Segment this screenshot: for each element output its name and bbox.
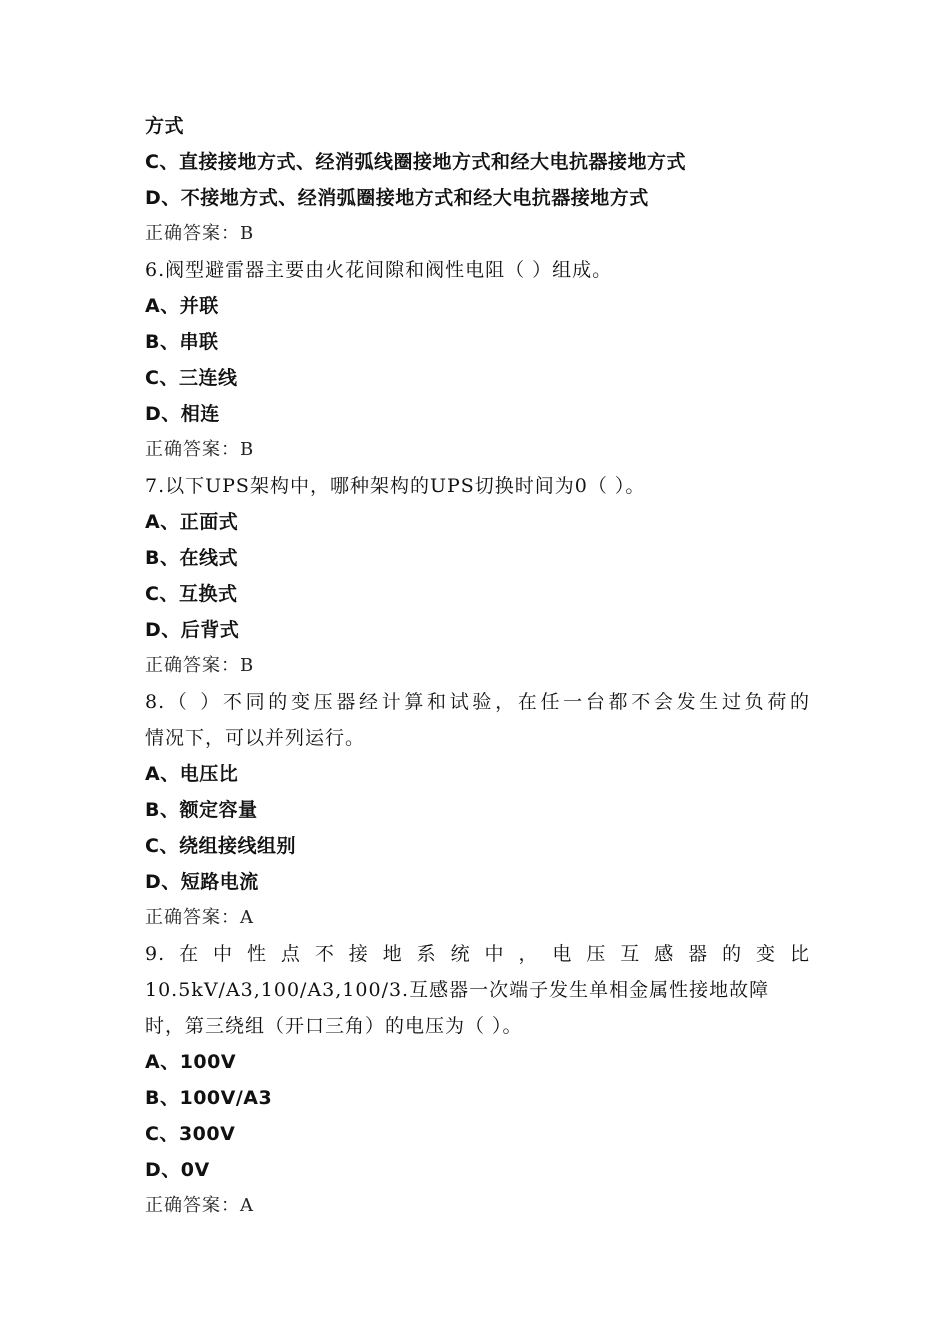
question-6-option-c: C、三连线 bbox=[145, 367, 238, 389]
question-5-continuation: 方式 bbox=[145, 115, 185, 137]
question-5-option-c: C、直接接地方式、经消弧线圈接地方式和经大电抗器接地方式 bbox=[145, 151, 686, 173]
question-5-answer: 正确答案：B bbox=[145, 223, 255, 244]
question-9-stem-line-3: 时，第三绕组（开口三角）的电压为（ ）。 bbox=[145, 1015, 523, 1037]
question-6-stem: 6.阀型避雷器主要由火花间隙和阀性电阻（ ）组成。 bbox=[145, 259, 613, 281]
question-6-option-b: B、串联 bbox=[145, 331, 219, 353]
question-8-option-c: C、绕组接线组别 bbox=[145, 835, 296, 857]
question-7-stem: 7.以下UPS架构中，哪种架构的UPS切换时间为0（ ）。 bbox=[145, 475, 646, 497]
document-page bbox=[145, 108, 810, 1224]
question-6-option-a: A、并联 bbox=[145, 295, 219, 317]
question-6-answer: 正确答案：B bbox=[145, 439, 255, 460]
question-8-option-d: D、短路电流 bbox=[145, 871, 259, 893]
question-7-option-b: B、在线式 bbox=[145, 547, 238, 569]
question-8-option-b: B、额定容量 bbox=[145, 799, 258, 821]
question-9-stem-line-1: 9.在中性点不接地系统中，电压互感器的变比 bbox=[145, 943, 810, 965]
question-7-option-d: D、后背式 bbox=[145, 619, 240, 641]
question-9-option-d: D、0V bbox=[145, 1159, 210, 1181]
question-9-answer: 正确答案：A bbox=[145, 1195, 254, 1216]
question-7-option-c: C、互换式 bbox=[145, 583, 238, 605]
question-6-option-d: D、相连 bbox=[145, 403, 220, 425]
question-7-answer: 正确答案：B bbox=[145, 655, 255, 676]
question-9-option-c: C、300V bbox=[145, 1123, 236, 1145]
question-8-stem-line-2: 情况下，可以并列运行。 bbox=[145, 727, 366, 749]
question-9-option-b: B、100V/A3 bbox=[145, 1087, 273, 1109]
question-8-option-a: A、电压比 bbox=[145, 763, 239, 785]
question-7-option-a: A、正面式 bbox=[145, 511, 239, 533]
question-8-stem-line-1: 8.（ ）不同的变压器经计算和试验，在任一台都不会发生过负荷的 bbox=[145, 691, 810, 713]
question-9-option-a: A、100V bbox=[145, 1051, 237, 1073]
question-5-option-d: D、不接地方式、经消弧圈接地方式和经大电抗器接地方式 bbox=[145, 187, 649, 209]
question-9-stem-line-2: 10.5kV/A3,100/A3,100/3.互感器一次端子发生单相金属性接地故障 bbox=[145, 979, 770, 1001]
question-8-answer: 正确答案：A bbox=[145, 907, 254, 928]
